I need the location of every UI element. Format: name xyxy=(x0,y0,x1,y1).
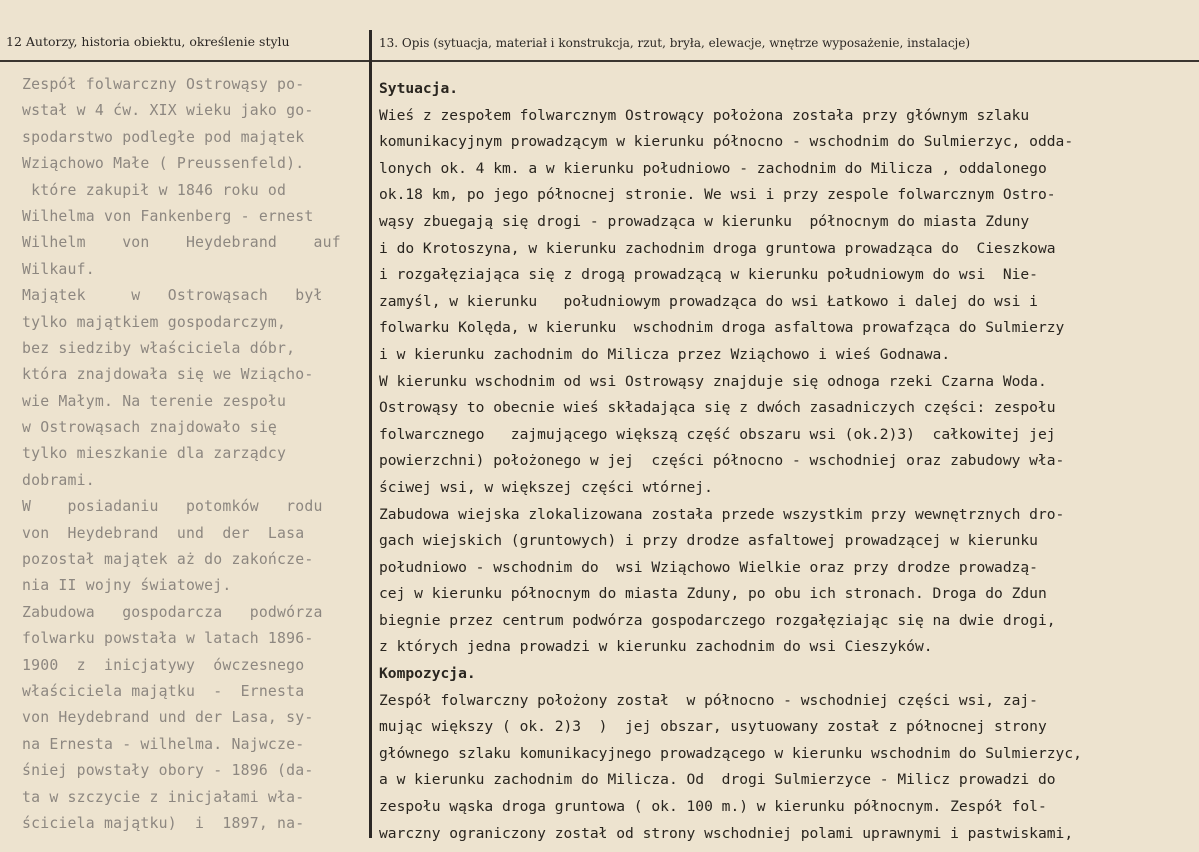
history-text-line: właściciela majątku - Ernesta xyxy=(22,682,305,700)
description-text-line: komunikacyjnym prowadzącym w kierunku północno - wschodnim do Sulmierzyc, odda- xyxy=(379,133,1074,151)
history-text-line: dobrami. xyxy=(22,471,95,489)
description-text-line: i rozgałęziająca się z drogą prowadzącą w kierunku południowym do wsi Nie- xyxy=(379,266,1038,284)
description-text-line: i w kierunku zachodnim do Milicza przez Wziąchowo i wieś Godnawa. xyxy=(379,345,951,363)
description-text-line: folwarcznego zajmującego większą część obszaru wsi (ok.2)3) całkowitej jej xyxy=(379,425,1056,443)
history-text-line: Majątek w Ostrowąsach był xyxy=(22,287,323,305)
description-text-line: Ostrowąsy to obecnie wieś składająca się z dwóch zasadniczych części: zespołu xyxy=(379,399,1056,417)
history-text-line: tylko mieszkanie dla zarządcy xyxy=(22,445,287,463)
history-text-line: które zakupił w 1846 roku od xyxy=(22,181,287,199)
description-text-line: zespołu wąska droga gruntowa ( ok. 100 m.) w kierunku północnym. Zespół fol- xyxy=(379,798,1047,816)
history-text-line: 1900 z inicjatywy ówczesnego xyxy=(22,656,305,674)
history-text-line: Wilhelm von Heydebrand auf xyxy=(22,234,341,252)
history-text-line: w Ostrowąsach znajdowało się xyxy=(22,419,278,437)
history-text-line: na Ernesta - wilhelma. Najwcze- xyxy=(22,735,305,753)
description-text-line: Zabudowa wiejska zlokalizowana została przede wszystkim przy wewnętrznych dro- xyxy=(379,505,1065,523)
description-text-line: mując większy ( ok. 2)3 ) jej obszar, usytuowany został z północnej strony xyxy=(379,718,1047,736)
description-text-line: cej w kierunku północnym do miasta Zduny, po obu ich stronach. Droga do Zdun xyxy=(379,585,1047,603)
description-text-line: i do Krotoszyna, w kierunku zachodnim droga gruntowa prowadząca do Cieszkowa xyxy=(379,239,1056,257)
history-text-line: tylko majątkiem gospodarczym, xyxy=(22,313,287,331)
description-text-line: powierzchni) położonego w jej części północno - wschodniej oraz zabudowy wła- xyxy=(379,452,1065,470)
history-text-line: śniej powstały obory - 1896 (da- xyxy=(22,762,314,780)
description-text-line: południowo - wschodnim do wsi Wziąchowo Wielkie oraz przy drodze prowadzą- xyxy=(379,558,1038,576)
history-text-line: która znajdowała się we Wziącho- xyxy=(22,366,314,384)
description-text-column xyxy=(379,76,1189,847)
description-text-line: zamyśl, w kierunku południowym prowadząca do wsi Łatkowo i dalej do wsi i xyxy=(379,292,1038,310)
history-text-line: W posiadaniu potomków rodu xyxy=(22,498,323,516)
section-heading: Kompozycja. xyxy=(379,665,476,683)
description-text-line: biegnie przez centrum podwórza gospodarczego rozgałęziając się na dwie drogi, xyxy=(379,611,1056,629)
column-divider xyxy=(369,30,372,838)
history-text-line: wstał w 4 ćw. XIX wieku jako go- xyxy=(22,102,314,120)
right-column-header: 13. Opis (sytuacja, materiał i konstrukcja, rzut, bryła, elewacje, wnętrze wyposażenie, instalacje) xyxy=(379,36,971,50)
history-text-line: Zabudowa gospodarcza podwórza xyxy=(22,603,323,621)
history-text-line: ta w szczycie z inicjałami wła- xyxy=(22,788,305,806)
left-column-header: 12 Autorzy, historia obiektu, określenie stylu xyxy=(6,34,290,49)
header-rule xyxy=(0,60,1199,62)
description-text-line: z których jedna prowadzi w kierunku zachodnim do wsi Cieszyków. xyxy=(379,638,933,656)
history-text-line: nia II wojny światowej. xyxy=(22,577,232,595)
description-text-line: W kierunku wschodnim od wsi Ostrowąsy znajduje się odnoga rzeki Czarna Woda. xyxy=(379,372,1047,390)
description-text-line: głównego szlaku komunikacyjnego prowadzącego w kierunku wschodnim do Sulmierzyc, xyxy=(379,744,1082,762)
description-text-line: folwarku Kolęda, w kierunku wschodnim droga asfaltowa prowafząca do Sulmierzy xyxy=(379,319,1065,337)
description-text-line: ok.18 km, po jego północnej stronie. We wsi i przy zespole folwarcznym Ostro- xyxy=(379,186,1056,204)
history-text-line: Zespół folwarczny Ostrowąsy po- xyxy=(22,76,305,93)
history-text-line: ściciela majątku) i 1897, na- xyxy=(22,814,305,832)
history-text-line: Wziąchowo Małe ( Preussenfeld). xyxy=(22,155,305,173)
history-text-line: spodarstwo podległe pod majątek xyxy=(22,128,305,146)
history-text-line: wie Małym. Na terenie zespołu xyxy=(22,392,287,410)
history-text-column xyxy=(22,72,352,837)
history-text-line: pozostał majątek aż do zakończe- xyxy=(22,551,314,569)
history-text-line: Wilkauf. xyxy=(22,260,95,278)
description-text-line: wąsy zbuegają się drogi - prowadząca w kierunku północnym do miasta Zduny xyxy=(379,212,1030,230)
description-text-line: warczny ograniczony został od strony wschodniej polami uprawnymi i pastwiskami, xyxy=(379,824,1074,842)
history-text-line: von Heydebrand und der Lasa, sy- xyxy=(22,709,314,727)
description-text-line: ściwej wsi, w większej części wtórnej. xyxy=(379,478,713,496)
description-text-line: a w kierunku zachodnim do Milicza. Od drogi Sulmierzyce - Milicz prowadzi do xyxy=(379,771,1056,789)
history-text-line: folwarku powstała w latach 1896- xyxy=(22,630,314,648)
description-text-line: Wieś z zespołem folwarcznym Ostrowący położona została przy głównym szlaku xyxy=(379,106,1030,124)
description-text-line: lonych ok. 4 km. a w kierunku południowo - zachodnim do Milicza , oddalonego xyxy=(379,159,1047,177)
history-text-line: von Heydebrand und der Lasa xyxy=(22,524,305,542)
description-text-line: Zespół folwarczny położony został w północno - wschodniej części wsi, zaj- xyxy=(379,691,1038,709)
history-text-line: Wilhelma von Fankenberg - ernest xyxy=(22,207,314,225)
description-text-line: gach wiejskich (gruntowych) i przy drodze asfaltowej prowadzącej w kierunku xyxy=(379,532,1038,550)
history-text-line: bez siedziby właściciela dóbr, xyxy=(22,339,296,357)
section-heading: Sytuacja. xyxy=(379,80,459,97)
